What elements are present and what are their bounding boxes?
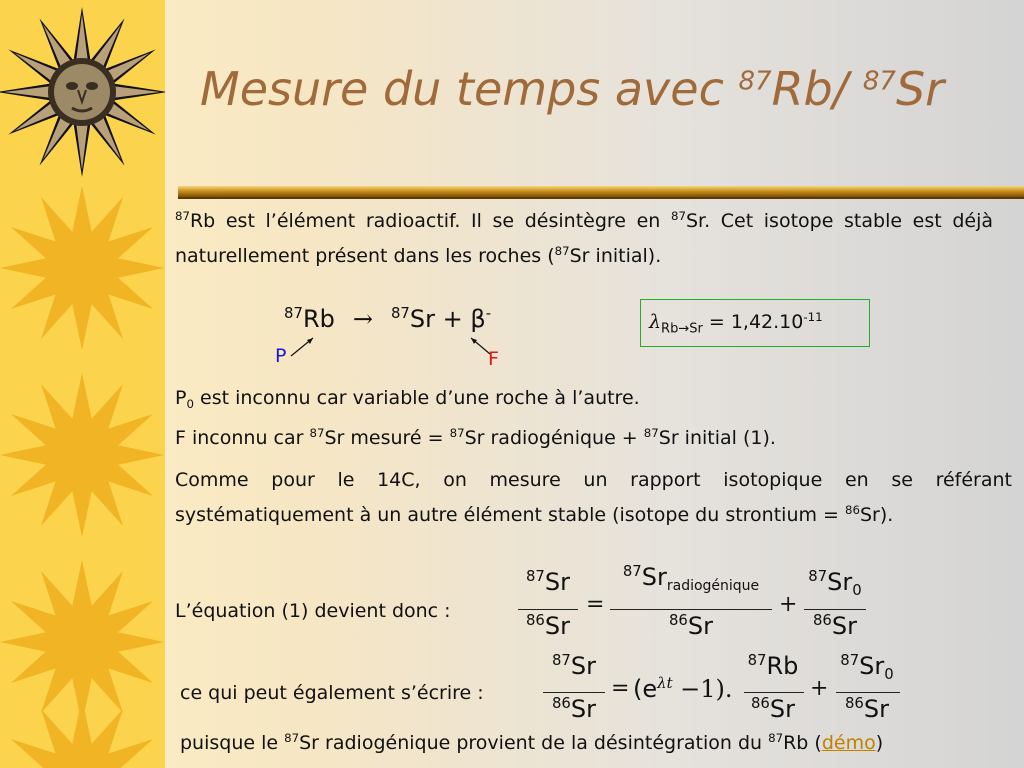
isotope-sup: 87 (390, 304, 410, 323)
sun-icon (0, 698, 164, 768)
exponential-term (633, 672, 733, 707)
isotope-name: Sr (570, 652, 597, 680)
lambda-value: = 1,42.10 (702, 311, 804, 333)
isotope-sup: 87 (840, 651, 860, 670)
footer-text: ) (875, 732, 884, 754)
intro-text: Sr. Cet isotope stable est déjà naturellement présent dans les roches ( (175, 210, 993, 267)
isotope-sup: 87 (175, 208, 190, 223)
eq1-denominator-2 (610, 612, 772, 640)
f-label: F (488, 348, 499, 370)
f-text: Sr initial (1). (658, 427, 776, 449)
daughter-element: Sr + β (409, 305, 486, 333)
isotope-sup: 87 (808, 567, 828, 586)
fraction-bar (518, 609, 578, 610)
slide-title (200, 62, 1010, 116)
title-sup: 87 (862, 66, 896, 97)
fraction-bar (543, 692, 605, 693)
isotope-name: Sr (641, 563, 667, 591)
intro-text: Rb est l’élément radioactif. Il se désintègre en (189, 210, 671, 232)
isotope-name: Sr (544, 568, 571, 596)
isotope-sup: 87 (449, 425, 465, 440)
isotope-sup: 86 (750, 694, 770, 713)
isotope-name: Sr (827, 568, 853, 596)
isotope-name: Sr (863, 695, 890, 723)
p0-text: est inconnu car variable d’une roche à l’autre. (193, 387, 640, 409)
demo-link[interactable]: démo (821, 732, 876, 754)
radiogenic-subscript: radiogénique (666, 577, 760, 594)
isotope-sup: 86 (812, 611, 832, 630)
ratio-paragraph (175, 463, 1012, 533)
sun-decorations (0, 0, 165, 768)
fraction-bar (804, 609, 866, 610)
fraction-bar (744, 692, 804, 693)
isotope-name: Rb (766, 652, 799, 680)
sun-sidebar (0, 0, 165, 768)
f-text: Sr radiogénique + (464, 427, 644, 449)
isotope-sup: 87 (309, 425, 325, 440)
eq1-numerator-1 (518, 568, 578, 596)
isotope-sup: 87 (768, 730, 784, 745)
footer-line (180, 726, 883, 761)
initial-subscript: 0 (852, 581, 862, 600)
parent-element: Rb (302, 305, 335, 333)
isotope-name: Sr (570, 695, 597, 723)
eq1-denominator-3 (800, 612, 870, 640)
arrow-icon: → (352, 305, 373, 333)
isotope-sup: 87 (747, 651, 767, 670)
footer-text: puisque le (180, 732, 285, 754)
p0-subscript: 0 (186, 397, 194, 412)
minus-one: −1). (672, 675, 733, 703)
decay-constant-box (640, 299, 870, 347)
equals-sign: = (586, 592, 605, 617)
eq2-denominator-1 (543, 695, 605, 723)
f-text: Sr mesuré = (324, 427, 450, 449)
title-sup: 87 (738, 66, 772, 97)
footer-text: Rb ( (783, 732, 822, 754)
lambda-symbol: λ (649, 311, 662, 333)
isotope-sup: 86 (668, 611, 688, 630)
isotope-name: Sr (544, 612, 571, 640)
sun-icon (0, 186, 164, 350)
eq2-numerator-3 (832, 651, 902, 684)
isotope-sup: 87 (554, 243, 570, 258)
footer-text: Sr radiogénique provient de la désintégration du (299, 732, 769, 754)
eq2-numerator-2 (742, 652, 804, 680)
decay-constant (649, 305, 823, 340)
title-text: Mesure du temps avec (200, 62, 739, 116)
exp-base: (e (633, 675, 658, 703)
isotope-sup: 87 (643, 425, 659, 440)
eq1-numerator-3 (800, 567, 870, 600)
title-element: Rb/ (771, 62, 863, 116)
isotope-sup: 87 (284, 730, 300, 745)
eq2-numerator-1 (543, 652, 605, 680)
intro-text: Sr initial). (569, 245, 662, 267)
isotope-sup: 87 (551, 651, 571, 670)
isotope-sup: 86 (525, 611, 545, 630)
sun-face-icon (0, 7, 165, 177)
isotope-sup: 87 (284, 304, 303, 323)
intro-paragraph (175, 204, 993, 274)
fraction-bar (836, 692, 900, 693)
isotope-sup: 87 (670, 208, 686, 223)
equals-sign: = (611, 676, 630, 701)
isotope-name: Sr (859, 652, 885, 680)
p-label: P (275, 345, 287, 367)
initial-subscript: 0 (884, 665, 894, 684)
sun-icon (0, 373, 164, 537)
isotope-sup: 87 (622, 562, 642, 581)
f-text: F inconnu car (175, 427, 310, 449)
plus-sign: + (810, 676, 829, 701)
lambda-subscript: Rb→Sr (661, 321, 703, 337)
pointer-arrows (285, 332, 515, 362)
isotope-sup: 86 (844, 694, 864, 713)
eq2-denominator-2 (742, 695, 804, 723)
equation2-label: ce qui peut également s’écrire : (180, 682, 484, 704)
eq1-denominator-1 (518, 612, 578, 640)
isotope-name: Sr (769, 695, 796, 723)
isotope-name: Sr (831, 612, 858, 640)
title-divider (178, 182, 1024, 204)
isotope-sup: 86 (551, 694, 571, 713)
f-line (175, 421, 776, 456)
lambda-exponent: -11 (803, 309, 823, 324)
equation1-label: L’équation (1) devient donc : (175, 600, 451, 622)
p0-line (175, 381, 640, 416)
ratio-text: Sr). (860, 504, 894, 526)
isotope-sup: 86 (845, 502, 860, 517)
isotope-name: Sr (687, 612, 714, 640)
title-element: Sr (895, 62, 945, 116)
ratio-text: Comme pour le 14C, on mesure un rapport isotopique en se référant systématiquement à un autre élément stable (isotope du strontium = (175, 469, 1012, 526)
plus-sign: + (779, 592, 798, 617)
beta-sign: - (485, 304, 492, 323)
p0-symbol: P (175, 387, 187, 409)
fraction-bar (610, 609, 772, 610)
exp-power: λt (657, 674, 673, 693)
eq1-numerator-2 (610, 562, 772, 594)
eq2-denominator-3 (832, 695, 902, 723)
isotope-sup: 87 (525, 567, 545, 586)
